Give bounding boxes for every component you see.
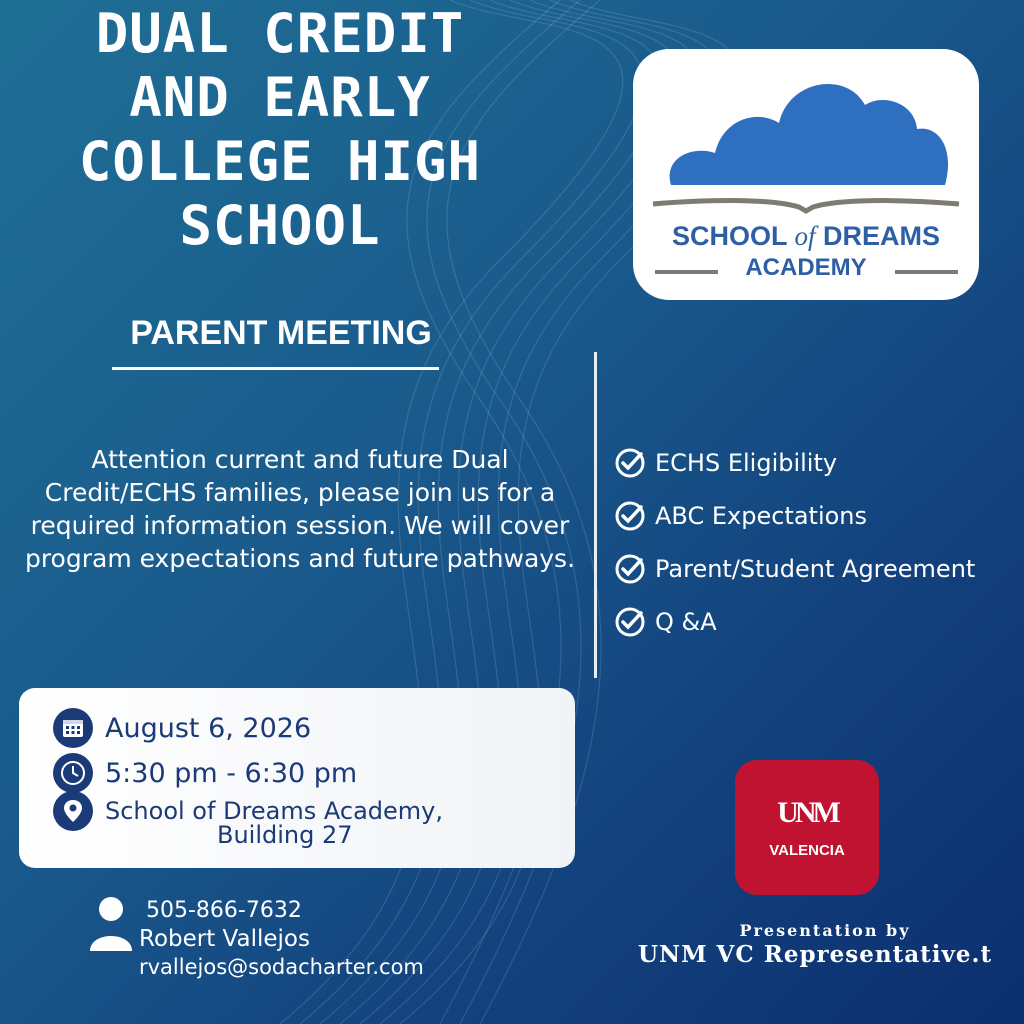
- vertical-divider: [594, 352, 597, 678]
- unm-campus-name: VALENCIA: [769, 842, 845, 859]
- presenter-name: UNM VC Representative.t: [638, 941, 993, 968]
- clock-icon: [53, 753, 93, 793]
- event-location-line1: School of Dreams Academy,: [105, 797, 443, 825]
- agenda-item: [614, 445, 1014, 481]
- check-circle-icon: [614, 553, 646, 585]
- meeting-heading: PARENT MEETING: [130, 314, 432, 352]
- title-line: COLLEGE HIGH: [78, 130, 482, 193]
- agenda-list: [614, 445, 1014, 657]
- agenda-item: [614, 498, 1014, 534]
- event-time-row: [53, 753, 357, 793]
- unm-letters: UNM: [777, 796, 837, 829]
- agenda-item: [614, 604, 1014, 640]
- agenda-item: [614, 551, 1014, 587]
- contact-email: rvallejos@sodacharter.com: [139, 955, 424, 979]
- title-line: AND EARLY: [129, 66, 431, 129]
- check-circle-icon: [614, 447, 646, 479]
- event-location-line2: Building 27: [217, 821, 353, 849]
- description: Attention current and future Dual Credit/ECHS families, please join us for a required information session. We will cover program expectations and future pathways.: [24, 445, 576, 573]
- agenda-label: ECHS Eligibility: [655, 449, 838, 477]
- logo-academy: ACADEMY: [745, 254, 867, 281]
- agenda-label: Parent/Student Agreement: [655, 555, 976, 583]
- calendar-icon: [53, 708, 93, 748]
- event-date-row: [53, 708, 311, 748]
- title-line: SCHOOL: [179, 194, 381, 257]
- contact-phone: 505-866-7632: [146, 898, 302, 923]
- unm-valencia-logo: [735, 760, 879, 895]
- location-pin-icon: [53, 791, 93, 831]
- agenda-label: ABC Expectations: [655, 502, 868, 530]
- contact-name: Robert Vallejos: [139, 926, 310, 952]
- check-circle-icon: [614, 500, 646, 532]
- page-title: [40, 2, 520, 258]
- presenter-label: Presentation by: [739, 921, 911, 940]
- title-line: DUAL CREDIT: [95, 2, 465, 65]
- event-date: August 6, 2026: [105, 712, 312, 744]
- heading-underline: [112, 367, 439, 370]
- event-time: 5:30 pm - 6:30 pm: [105, 757, 358, 789]
- agenda-label: Q &A: [655, 608, 717, 636]
- logo-name: SCHOOL of DREAMS: [671, 221, 941, 251]
- person-icon: [88, 895, 134, 953]
- check-circle-icon: [614, 606, 646, 638]
- school-logo: [633, 49, 979, 300]
- event-details-card: [19, 688, 575, 868]
